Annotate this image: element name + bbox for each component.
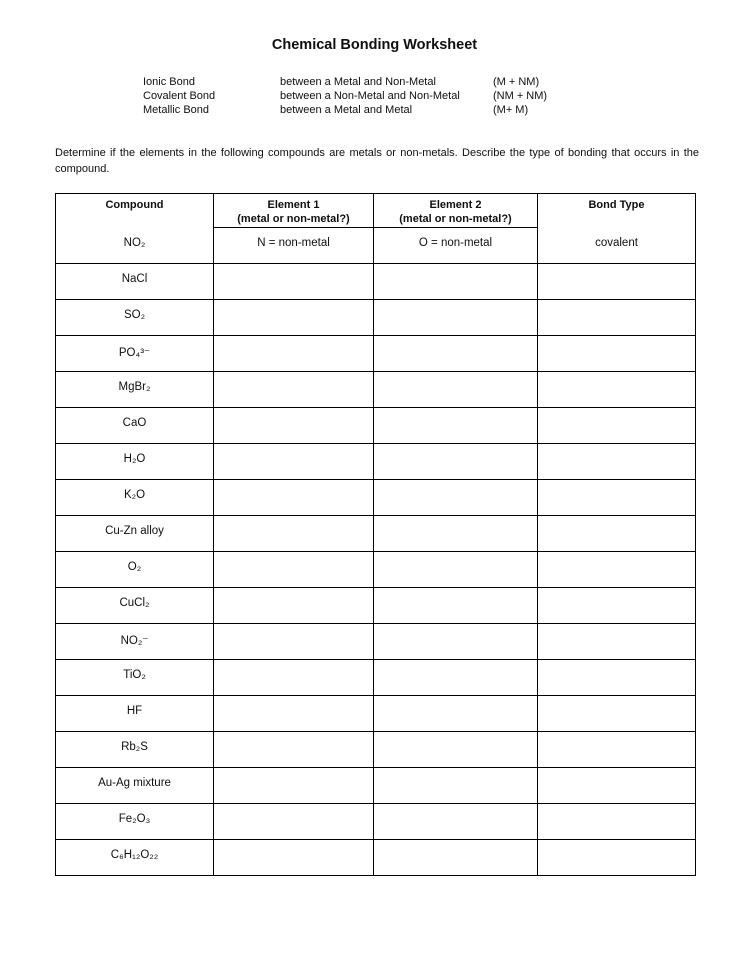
bond-type-cell <box>538 372 696 408</box>
element1-cell <box>214 840 374 876</box>
key-row-ionic <box>143 75 547 89</box>
element2-cell <box>374 264 538 300</box>
bond-type-cell <box>538 696 696 732</box>
table-row <box>56 336 696 372</box>
bond-type-cell <box>538 732 696 768</box>
compound-cell: SO₂ <box>56 300 214 336</box>
compound-cell: MgBr₂ <box>56 372 214 408</box>
compound-cell: Cu-Zn alloy <box>56 516 214 552</box>
element2-cell <box>374 552 538 588</box>
header-compound: Compound <box>56 194 214 228</box>
bond-type-cell <box>538 768 696 804</box>
compound-cell: NO₂⁻ <box>56 624 214 660</box>
element1-cell <box>214 552 374 588</box>
table-row <box>56 300 696 336</box>
header-element2-title: Element 2 <box>429 199 482 211</box>
compound-cell: H₂O <box>56 444 214 480</box>
bond-name: Ionic Bond <box>143 76 195 88</box>
compound-cell: PO₄³⁻ <box>56 336 214 372</box>
table-row <box>56 840 696 876</box>
bond-description: between a Metal and Metal <box>280 104 413 116</box>
compound-cell: CuCl₂ <box>56 588 214 624</box>
element2-cell: O = non-metal <box>374 228 538 264</box>
table-row <box>56 408 696 444</box>
compound-table <box>55 193 696 876</box>
key-row-covalent <box>143 89 547 103</box>
element2-cell <box>374 480 538 516</box>
element2-cell <box>374 444 538 480</box>
element2-cell <box>374 300 538 336</box>
element2-cell <box>374 516 538 552</box>
header-element2 <box>374 194 538 228</box>
bond-type-cell <box>538 552 696 588</box>
bond-type-cell <box>538 336 696 372</box>
element1-cell <box>214 624 374 660</box>
element1-cell <box>214 768 374 804</box>
table-row <box>56 444 696 480</box>
element1-cell: N = non-metal <box>214 228 374 264</box>
element2-cell <box>374 588 538 624</box>
element1-cell <box>214 480 374 516</box>
page-title: Chemical Bonding Worksheet <box>271 37 478 53</box>
element1-cell <box>214 660 374 696</box>
table-row <box>56 804 696 840</box>
table-row <box>56 264 696 300</box>
element2-cell <box>374 696 538 732</box>
key-row-metallic <box>143 103 547 117</box>
element1-cell <box>214 732 374 768</box>
table-row <box>56 660 696 696</box>
bond-type-cell <box>538 660 696 696</box>
compound-cell: Au-Ag mixture <box>56 768 214 804</box>
compound-cell: NaCl <box>56 264 214 300</box>
bond-type-cell <box>538 804 696 840</box>
bond-type-cell <box>538 516 696 552</box>
bond-name: Metallic Bond <box>143 104 210 116</box>
bond-type-cell: covalent <box>538 228 696 264</box>
element1-cell <box>214 516 374 552</box>
element2-cell <box>374 408 538 444</box>
table-row <box>56 624 696 660</box>
bond-notation: (M + NM) <box>493 76 540 88</box>
bond-name: Covalent Bond <box>143 90 216 102</box>
table-row <box>56 768 696 804</box>
header-row <box>56 194 696 228</box>
element2-cell <box>374 768 538 804</box>
compound-cell: Fe₂O₃ <box>56 804 214 840</box>
instructions-text: Determine if the elements in the following compounds are metals or non-metals. Describe the type of bonding that occurs in the compound. <box>55 147 699 175</box>
header-element1 <box>214 194 374 228</box>
table-row <box>56 480 696 516</box>
compound-cell: CaO <box>56 408 214 444</box>
element1-cell <box>214 804 374 840</box>
table-row <box>56 372 696 408</box>
element2-cell <box>374 840 538 876</box>
header-element1-title: Element 1 <box>267 199 320 211</box>
table-row <box>56 228 696 264</box>
compound-cell: TiO₂ <box>56 660 214 696</box>
compound-cell: NO₂ <box>56 228 214 264</box>
bond-notation: (NM + NM) <box>493 90 548 102</box>
element1-cell <box>214 408 374 444</box>
bond-description: between a Metal and Non-Metal <box>280 76 436 88</box>
element2-cell <box>374 624 538 660</box>
element2-cell <box>374 660 538 696</box>
bond-type-cell <box>538 444 696 480</box>
bond-type-cell <box>538 300 696 336</box>
header-element1-subtitle: (metal or non-metal?) <box>237 213 350 225</box>
bond-type-cell <box>538 408 696 444</box>
bond-key <box>143 75 547 117</box>
table-row <box>56 732 696 768</box>
compound-cell: K₂O <box>56 480 214 516</box>
table-row <box>56 552 696 588</box>
element2-cell <box>374 372 538 408</box>
header-bond-type: Bond Type <box>538 194 696 228</box>
compound-table-header <box>56 194 696 228</box>
element2-cell <box>374 804 538 840</box>
table-row <box>56 696 696 732</box>
bond-description: between a Non-Metal and Non-Metal <box>280 90 460 102</box>
header-element2-subtitle: (metal or non-metal?) <box>399 213 512 225</box>
compound-cell: Rb₂S <box>56 732 214 768</box>
compound-cell: O₂ <box>56 552 214 588</box>
element1-cell <box>214 588 374 624</box>
bond-notation: (M+ M) <box>493 104 529 116</box>
compound-cell: HF <box>56 696 214 732</box>
bond-type-cell <box>538 264 696 300</box>
element1-cell <box>214 444 374 480</box>
element1-cell <box>214 372 374 408</box>
table-row <box>56 588 696 624</box>
bond-type-cell <box>538 480 696 516</box>
element2-cell <box>374 336 538 372</box>
element1-cell <box>214 264 374 300</box>
element1-cell <box>214 300 374 336</box>
compound-cell: C₆H₁₂O₂₂ <box>56 840 214 876</box>
bond-type-cell <box>538 840 696 876</box>
bond-type-cell <box>538 588 696 624</box>
element1-cell <box>214 336 374 372</box>
bond-type-cell <box>538 624 696 660</box>
element2-cell <box>374 732 538 768</box>
compound-table-body <box>56 228 696 876</box>
element1-cell <box>214 696 374 732</box>
table-row <box>56 516 696 552</box>
